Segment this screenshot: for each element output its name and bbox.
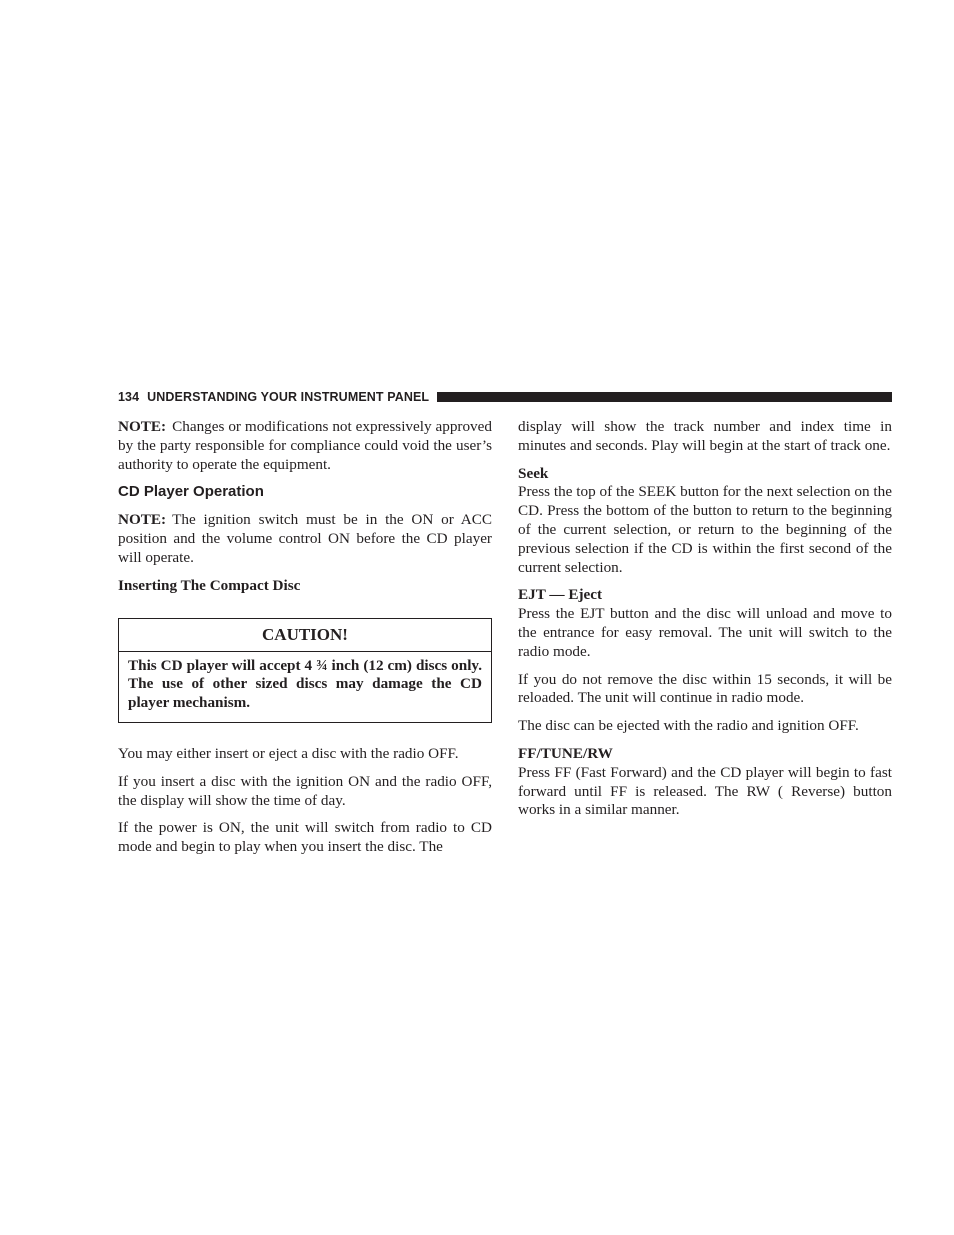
note-label: NOTE: xyxy=(118,511,167,529)
ff-heading: FF/TUNE/RW xyxy=(518,744,613,762)
paragraph: If the power is ON, the unit will switch from radio to CD mode and begin to play when you insert the disc. The xyxy=(118,819,492,856)
paragraph: The disc can be ejected with the radio and ignition OFF. xyxy=(518,717,859,735)
page-number: 134 xyxy=(118,390,140,404)
ff-text: Press FF (Fast Forward) and the CD player will begin to fast forward until FF is released. The RW ( Reverse) button works in a similar manner. xyxy=(518,763,892,819)
note-text: Changes or modifications not expressively approved by the party responsible for compliance could void the user’s authority to operate the equipment. xyxy=(118,418,492,473)
note-text: The ignition switch must be in the ON or ACC position and the volume control ON before the CD player will operate. xyxy=(118,511,492,566)
subheading-inserting: Inserting The Compact Disc xyxy=(118,576,301,594)
seek-heading: Seek xyxy=(518,464,549,482)
paragraph-continued: display will show the track number and index time in minutes and seconds. Play will begin at the start of track one. xyxy=(518,418,892,454)
note-ignition xyxy=(118,511,492,567)
paragraph: If you do not remove the disc within 15 seconds, it will be reloaded. The unit will continue in radio mode. xyxy=(518,670,892,707)
ff-block xyxy=(518,745,892,820)
caution-box xyxy=(118,618,492,723)
note-fcc xyxy=(118,418,492,474)
seek-block xyxy=(518,465,892,578)
note-label: NOTE: xyxy=(118,418,167,435)
right-column xyxy=(518,418,892,829)
caution-text: This CD player will accept 4 ¾ inch (12 cm) discs only. The use of other sized discs may damage the CD player mechanism. xyxy=(128,656,482,712)
paragraph: You may either insert or eject a disc with the radio OFF. xyxy=(118,744,459,762)
seek-text: Press the top of the SEEK button for the next selection on the CD. Press the bottom of the button to return to the beginning of the current selection, or return to the beginning of the previous selection if the CD is within the first second of the current selection. xyxy=(518,483,892,576)
section-title: CD Player Operation xyxy=(118,483,264,501)
running-head: UNDERSTANDING YOUR INSTRUMENT PANEL xyxy=(147,390,430,404)
eject-block xyxy=(518,586,892,661)
caution-title: CAUTION! xyxy=(119,619,491,652)
eject-text: Press the EJT button and the disc will unload and move to the entrance for easy removal. The unit will switch to the radio mode. xyxy=(518,605,892,660)
eject-heading: EJT — Eject xyxy=(518,586,603,604)
page-header xyxy=(118,389,892,405)
left-column xyxy=(118,418,492,866)
header-rule xyxy=(437,392,892,402)
paragraph: If you insert a disc with the ignition ON and the radio OFF, the display will show the time of day. xyxy=(118,772,492,809)
